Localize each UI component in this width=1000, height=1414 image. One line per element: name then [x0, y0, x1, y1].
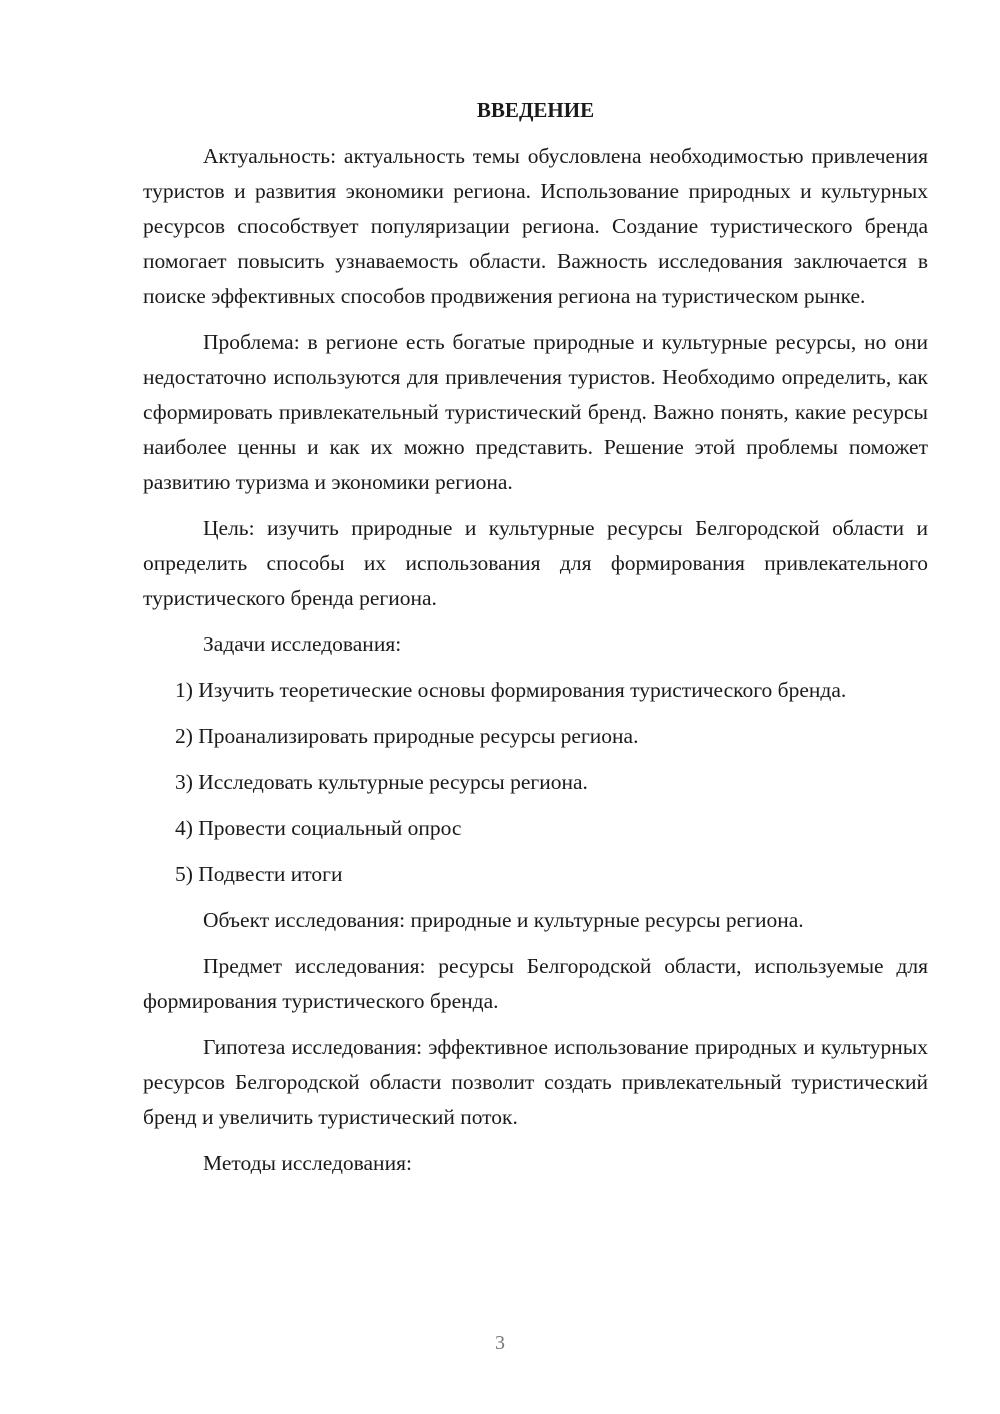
page-number: 3 [495, 1332, 505, 1354]
tasks-list [143, 673, 928, 892]
task-item-2: 2) Проанализировать природные ресурсы региона. [175, 724, 639, 748]
subject-paragraph: Предмет исследования: ресурсы Белгородской области, используемые для формирования туристического бренда. [143, 954, 928, 1013]
goal-paragraph: Цель: изучить природные и культурные ресурсы Белгородской области и определить способы их использования для формирования привлекательного туристического бренда региона. [143, 516, 928, 610]
methods-heading: Методы исследования: [203, 1151, 412, 1175]
relevance-paragraph: Актуальность: актуальность темы обусловлена необходимостью привлечения туристов и развития экономики региона. Использование природных и культурных ресурсов способствует популяризации региона. Создание туристического бренда помогает повысить узнаваемость области. Важность исследования заключается в поиске эффективных способов продвижения региона на туристическом рынке. [143, 144, 928, 308]
object-paragraph: Объект исследования: природные и культурные ресурсы региона. [203, 908, 804, 932]
task-item-4: 4) Провести социальный опрос [175, 816, 462, 840]
problem-paragraph: Проблема: в регионе есть богатые природные и культурные ресурсы, но они недостаточно используются для привлечения туристов. Необходимо определить, как сформировать привлекательный туристический бренд. Важно понять, какие ресурсы наиболее ценны и как их можно представить. Решение этой проблемы поможет развитию туризма и экономики региона. [143, 330, 928, 494]
task-item-5: 5) Подвести итоги [175, 862, 343, 886]
task-item-3: 3) Исследовать культурные ресурсы региона. [175, 770, 588, 794]
tasks-heading: Задачи исследования: [203, 632, 402, 656]
page-title: ВВЕДЕНИЕ [476, 98, 595, 122]
hypothesis-paragraph: Гипотеза исследования: эффективное использование природных и культурных ресурсов Белгородской области позволит создать привлекательный туристический бренд и увеличить туристический поток. [143, 1035, 928, 1129]
task-item-1: 1) Изучить теоретические основы формирования туристического бренда. [175, 678, 847, 702]
document-page [143, 93, 928, 1181]
